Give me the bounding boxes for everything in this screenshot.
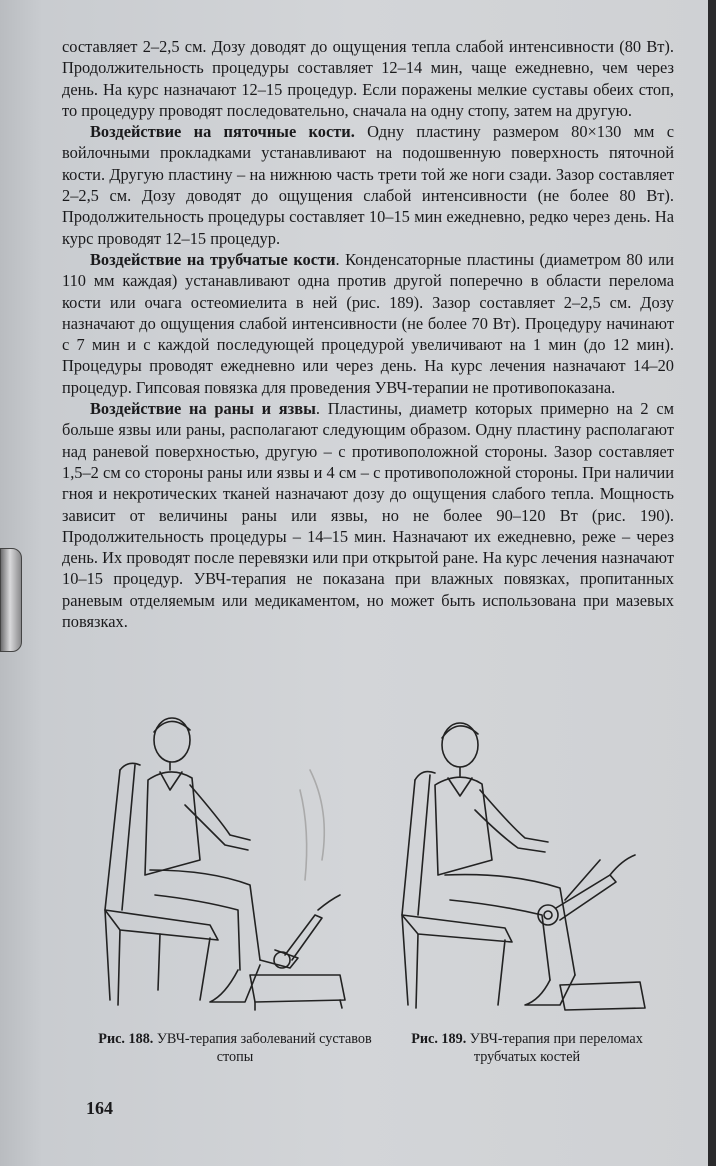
figure-188-label: Рис. 188. bbox=[98, 1031, 154, 1047]
figure-189-caption-text: УВЧ-терапия при переломах трубчатых костей bbox=[466, 1031, 643, 1065]
binder-clip bbox=[0, 548, 22, 652]
figures-row bbox=[60, 710, 660, 1020]
paragraph-2 bbox=[62, 121, 674, 249]
figure-188-illustration bbox=[60, 710, 360, 1020]
body-text bbox=[62, 36, 674, 632]
paragraph-4-heading: Воздействие на раны и язвы bbox=[90, 399, 316, 419]
paragraph-2-heading: Воздействие на пяточные кости. bbox=[90, 122, 355, 142]
paragraph-3-text: . Конденсаторные пластины (диаметром 80 или 110 мм каждая) устанавливают одна против другой поперечно в области перелома кости или очага остеомиелита в ней (рис. 189). Зазор составляет 2–2,5 см. Дозу назначают до ощущения слабой интенсивности (не более 70 Вт). Процедуру начинают с 7 мин и с каждой последующей процедурой увеличивают на 1 мин (до 12 мин). Процедуры проводят ежедневно или через день. На курс лечения назначают 14–20 процедур. Гипсовая повязка для проведения УВЧ-терапии не противопоказана. bbox=[62, 249, 674, 397]
page-number: 164 bbox=[86, 1098, 113, 1118]
figure-189-illustration bbox=[360, 710, 660, 1020]
paragraph-1 bbox=[62, 36, 674, 121]
figure-188-caption bbox=[80, 1030, 390, 1066]
paragraph-4 bbox=[62, 398, 674, 632]
paragraph-3-heading: Воздействие на трубчатые кости bbox=[90, 249, 336, 269]
paragraph-4-text: . Пластины, диаметр которых примерно на 2 см больше язвы или раны, располагают следующим образом. Одну пластину располагают над раневой поверхностью, другую – с противоположной стороны. Зазор составляет 1,5–2 см со стороны раны или язвы и 4 см – с противоположной стороны. При наличии гноя и некротических тканей назначают дозу до ощущения слабого тепла. Мощность зависит от величины раны или язвы, но не более 90–120 Вт (рис. 190). Продолжительность процедуры – 14–15 мин. Назначают их ежедневно, реже – через день. Их проводят после перевязки или при открытой ране. На курс лечения назначают 10–15 процедур. УВЧ-терапия не показана при влажных повязках, пропитанных раневым отделяемым или медикаментом, но может быть использована при мазевых повязках. bbox=[62, 399, 674, 632]
figure-188-caption-text: УВЧ-терапия заболеваний суставов стопы bbox=[153, 1031, 372, 1065]
paragraph-3 bbox=[62, 249, 674, 398]
paragraph-2-text: Одну пластину размером 80×130 мм с войлочными прокладками устанавливают на подошвенную поверхность пяточной кости. Другую пластину – на нижнюю часть трети той же ноги сзади. Зазор составляет 2–2,5 см. Дозу доводят до ощущения слабой интенсивности (не более 80 Вт). Продолжительность процедуры составляет 10–15 мин ежедневно, редко через день. На курс проводят 12–15 процедур. bbox=[62, 122, 674, 248]
figure-189-caption bbox=[392, 1030, 662, 1066]
paragraph-1-text: составляет 2–2,5 см. Дозу доводят до ощущения тепла слабой интенсивности (80 Вт). Продолжительность процедуры составляет 12–14 мин, чаще ежедневно, чем через день. На курс назначают 12–15 процедур. Если поражены мелкие суставы обеих стоп, то процедуру проводят последовательно, сначала на одну стопу, затем на другую. bbox=[62, 37, 674, 120]
figure-189-label: Рис. 189. bbox=[411, 1031, 467, 1047]
